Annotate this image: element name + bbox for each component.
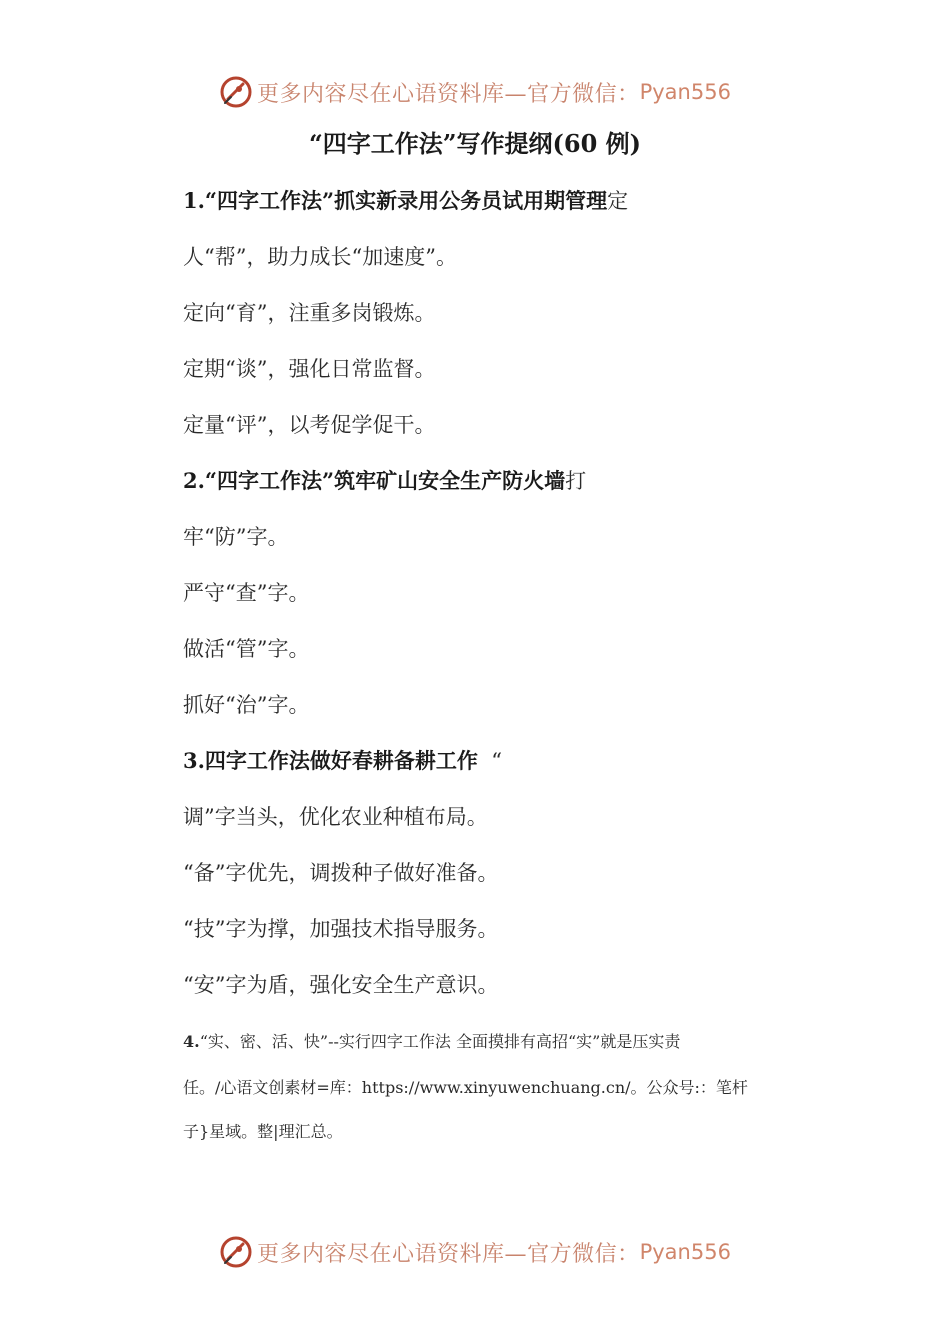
footer-banner — [0, 1232, 950, 1272]
section-heading — [183, 186, 628, 216]
heading-bold: 3.四字工作法做好春耕备耕工作 — [183, 748, 478, 773]
body-line: 做活“管”字。 — [183, 637, 310, 661]
body-line: “安”字为盾，强化安全生产意识。 — [183, 973, 499, 997]
heading-rest: 打 — [565, 469, 587, 493]
banner-text: 更多内容尽在心语资料库— — [257, 81, 528, 107]
body-line: 定向“育”，注重多岗锻炼。 — [183, 301, 436, 325]
body-line: 定量“评”，以考促学促干。 — [183, 413, 436, 437]
banner-text-wechat-label: 官方微信： — [527, 81, 640, 107]
body-line: 严守“查”字。 — [183, 581, 310, 605]
body-line: “技”字为撑，加强技术指导服务。 — [183, 917, 499, 941]
brand-logo-icon — [219, 1235, 253, 1269]
banner-text-wechat-label: 官方微信： — [527, 1241, 640, 1267]
heading-rest: “ — [477, 749, 503, 773]
body-line: 调”字当头，优化农业种植布局。 — [183, 805, 488, 829]
section-heading — [183, 466, 586, 496]
header-banner — [0, 72, 950, 112]
section4-text: “实、密、活、快”--实行四字工作法 全面摸排有高招“实”就是压实责 — [199, 1032, 681, 1051]
brand-logo-icon — [219, 75, 253, 109]
heading-bold: 1.“四字工作法”抓实新录用公务员试用期管理 — [183, 188, 608, 213]
heading-bold: 2.“四字工作法”筑牢矿山安全生产防火墙 — [183, 468, 566, 493]
body-line: 抓好“治”字。 — [183, 693, 310, 717]
banner-wechat-id: Pyan556 — [639, 1240, 731, 1264]
body-line: “备”字优先，调拨种子做好准备。 — [183, 861, 499, 885]
banner-text: 更多内容尽在心语资料库— — [257, 1241, 528, 1267]
body-line: 定期“谈”，强化日常监督。 — [183, 357, 436, 381]
section4-line: 任。/心语文创素材=库：https://www.xinyuwenchuang.cn/。公众号:：笔杆 — [183, 1078, 748, 1097]
banner-wechat-id: Pyan556 — [639, 80, 731, 104]
body-line: 人“帮”，助力成长“加速度”。 — [183, 245, 457, 269]
page-title: “四字工作法”写作提纲(60 例) — [308, 129, 642, 158]
section-heading — [183, 746, 502, 776]
section4-line: 子}星域。整|理汇总。 — [183, 1122, 343, 1141]
section4-number: 4. — [183, 1032, 200, 1051]
body-line: 牢“防”字。 — [183, 525, 289, 549]
heading-rest: 定 — [607, 189, 629, 213]
section4-line — [183, 1030, 680, 1054]
